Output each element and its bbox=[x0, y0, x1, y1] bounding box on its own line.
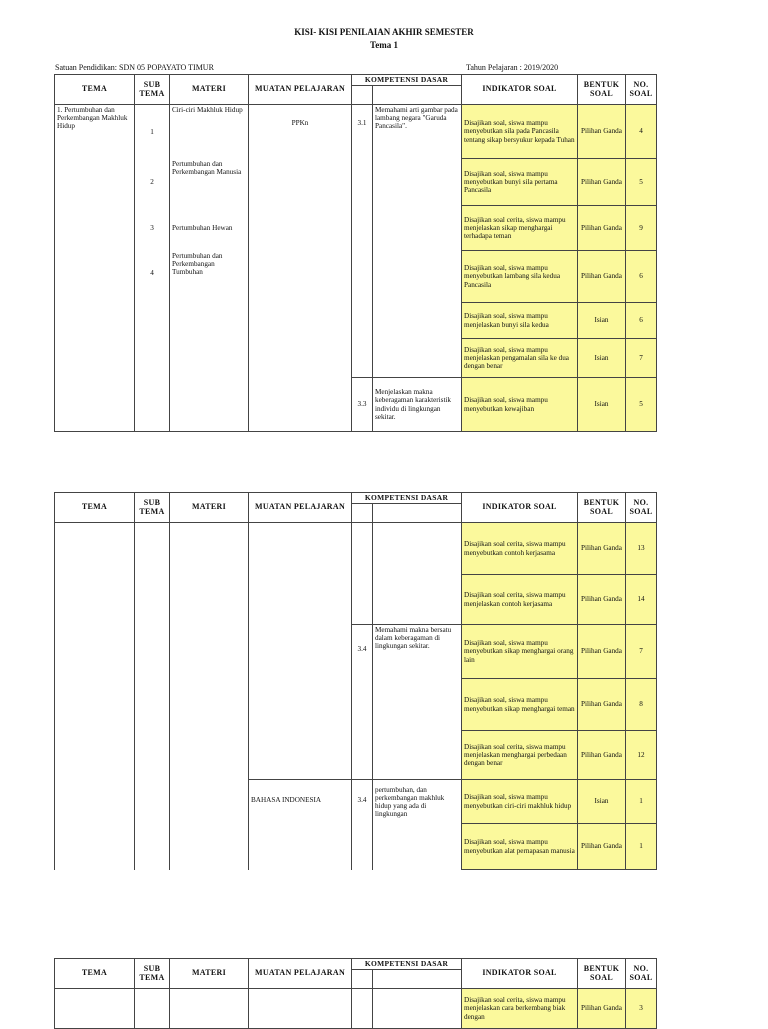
header-no-soal: NO. SOAL bbox=[626, 493, 657, 523]
indikator-cell: Disajikan soal cerita, siswa mampu menjelaskan sikap menghargai terhadapa teman bbox=[462, 206, 578, 251]
bentuk-cell: Pilihan Ganda bbox=[578, 159, 626, 206]
no-soal-cell: 7 bbox=[626, 339, 657, 378]
muatan-cell: BAHASA INDONESIA bbox=[249, 780, 352, 870]
indikator-cell: Disajikan soal, siswa mampu menyebutkan bunyi sila pertama Pancasila bbox=[462, 159, 578, 206]
bentuk-cell: Isian bbox=[578, 378, 626, 432]
bentuk-cell: Pilihan Ganda bbox=[578, 251, 626, 303]
header-muatan: MUATAN PELAJARAN bbox=[249, 493, 352, 523]
indikator-cell: Disajikan soal, siswa mampu menjelaskan bunyi sila kedua bbox=[462, 303, 578, 339]
kd-text: pertumbuhan, dan perkembangan makhluk hidup yang ada di lingkungan bbox=[373, 780, 462, 870]
header-materi: MATERI bbox=[170, 493, 249, 523]
kd-text: Menjelaskan makna keberagaman karakteristik individu di lingkungan sekitar. bbox=[373, 378, 462, 432]
header-indikator: INDIKATOR SOAL bbox=[462, 959, 578, 989]
header-muatan: MUATAN PELAJARAN bbox=[249, 75, 352, 105]
header-no-soal: NO. SOAL bbox=[626, 959, 657, 989]
bentuk-cell: Pilihan Ganda bbox=[578, 731, 626, 780]
bentuk-cell: Pilihan Ganda bbox=[578, 523, 626, 575]
bentuk-cell: Pilihan Ganda bbox=[578, 206, 626, 251]
school-year-label: Tahun Pelajaran : 2019/2020 bbox=[466, 63, 559, 72]
header-materi: MATERI bbox=[170, 959, 249, 989]
bentuk-cell: Isian bbox=[578, 339, 626, 378]
indikator-cell: Disajikan soal cerita, siswa mampu menjelaskan menghargai perbedaan dengan benar bbox=[462, 731, 578, 780]
bentuk-cell: Pilihan Ganda bbox=[578, 105, 626, 159]
kd-code: 3.1 bbox=[352, 105, 373, 378]
materi-cell: Pertumbuhan dan Perkembangan Manusia bbox=[170, 159, 249, 206]
header-muatan: MUATAN PELAJARAN bbox=[249, 959, 352, 989]
header-tema: TEMA bbox=[55, 493, 135, 523]
school-label: Satuan Pendidikan: SDN 05 POPAYATO TIMUR bbox=[55, 63, 214, 72]
indikator-cell: Disajikan soal cerita, siswa mampu menjelaskan contoh kerjasama bbox=[462, 575, 578, 625]
header-bentuk: BENTUK SOAL bbox=[578, 959, 626, 989]
header-bentuk: BENTUK SOAL bbox=[578, 75, 626, 105]
indikator-cell: Disajikan soal cerita, siswa mampu menjelaskan cara berkembang biak dengan bbox=[462, 989, 578, 1029]
no-soal-cell: 14 bbox=[626, 575, 657, 625]
indikator-cell: Disajikan soal, siswa mampu menyebutkan sila pada Pancasila tentang sikap bersyukur kepada Tuhan bbox=[462, 105, 578, 159]
bentuk-cell: Pilihan Ganda bbox=[578, 824, 626, 870]
materi-cell: Ciri-ciri Makhluk Hidup bbox=[170, 105, 249, 159]
bentuk-cell: Pilihan Ganda bbox=[578, 679, 626, 731]
header-sub-tema: SUB TEMA bbox=[135, 493, 170, 523]
no-soal-cell: 12 bbox=[626, 731, 657, 780]
header-kompetensi-dasar: KOMPETENSI DASAR bbox=[352, 493, 462, 504]
indikator-cell: Disajikan soal, siswa mampu menyebutkan sikap menghargai orang lain bbox=[462, 625, 578, 679]
sub-tema-number: 2 bbox=[135, 159, 170, 206]
no-soal-cell: 3 bbox=[626, 989, 657, 1029]
no-soal-cell: 5 bbox=[626, 159, 657, 206]
kd-text: Memahami arti gambar pada lambang negara "Garuda Pancasila". bbox=[373, 105, 462, 378]
indikator-cell: Disajikan soal, siswa mampu menyebutkan kewajiban bbox=[462, 378, 578, 432]
header-materi: MATERI bbox=[170, 75, 249, 105]
bentuk-cell: Pilihan Ganda bbox=[578, 989, 626, 1029]
bentuk-cell: Isian bbox=[578, 303, 626, 339]
materi-cell: Pertumbuhan Hewan bbox=[170, 206, 249, 251]
indikator-cell: Disajikan soal, siswa mampu menyebutkan alat pernapasan manusia bbox=[462, 824, 578, 870]
header-tema: TEMA bbox=[55, 959, 135, 989]
no-soal-cell: 8 bbox=[626, 679, 657, 731]
no-soal-cell: 4 bbox=[626, 105, 657, 159]
header-bentuk: BENTUK SOAL bbox=[578, 493, 626, 523]
kd-code: 3.4 bbox=[352, 780, 373, 870]
kd-text: Memahami makna bersatu dalam keberagaman di lingkungan sekitar. bbox=[373, 625, 462, 780]
indikator-cell: Disajikan soal, siswa mampu menyebutkan lambang sila kedua Pancasila bbox=[462, 251, 578, 303]
no-soal-cell: 5 bbox=[626, 378, 657, 432]
sub-tema-number: 3 bbox=[135, 206, 170, 251]
indikator-cell: Disajikan soal, siswa mampu menyebutkan ciri-ciri makhluk hidup bbox=[462, 780, 578, 824]
header-sub-tema: SUB TEMA bbox=[135, 75, 170, 105]
no-soal-cell: 1 bbox=[626, 780, 657, 824]
no-soal-cell: 9 bbox=[626, 206, 657, 251]
header-kompetensi-dasar: KOMPETENSI DASAR bbox=[352, 959, 462, 970]
sub-tema-number: 1 bbox=[135, 105, 170, 159]
header-tema: TEMA bbox=[55, 75, 135, 105]
no-soal-cell: 7 bbox=[626, 625, 657, 679]
indikator-cell: Disajikan soal, siswa mampu menyebutkan sikap menghargai teman bbox=[462, 679, 578, 731]
kisi-table-1 bbox=[54, 74, 657, 432]
kisi-table-2 bbox=[54, 492, 657, 870]
no-soal-cell: 1 bbox=[626, 824, 657, 870]
header-kompetensi-dasar: KOMPETENSI DASAR bbox=[352, 75, 462, 86]
indikator-cell: Disajikan soal cerita, siswa mampu menyebutkan contoh kerjasama bbox=[462, 523, 578, 575]
header-indikator: INDIKATOR SOAL bbox=[462, 75, 578, 105]
kisi-table-3 bbox=[54, 958, 657, 1029]
bentuk-cell: Pilihan Ganda bbox=[578, 625, 626, 679]
document-subtitle: Tema 1 bbox=[370, 40, 398, 50]
kd-code: 3.3 bbox=[352, 378, 373, 432]
header-no-soal: NO. SOAL bbox=[626, 75, 657, 105]
no-soal-cell: 13 bbox=[626, 523, 657, 575]
no-soal-cell: 6 bbox=[626, 303, 657, 339]
sub-tema-number: 4 bbox=[135, 251, 170, 303]
header-sub-tema: SUB TEMA bbox=[135, 959, 170, 989]
materi-cell: Pertumbuhan dan Perkembangan Tumbuhan bbox=[170, 251, 249, 303]
kd-code: 3.4 bbox=[352, 625, 373, 780]
indikator-cell: Disajikan soal, siswa mampu menjelaskan pengamalan sila ke dua dengan benar bbox=[462, 339, 578, 378]
document-title: KISI- KISI PENILAIAN AKHIR SEMESTER bbox=[294, 27, 474, 37]
no-soal-cell: 6 bbox=[626, 251, 657, 303]
bentuk-cell: Pilihan Ganda bbox=[578, 575, 626, 625]
muatan-cell: PPKn bbox=[249, 105, 352, 432]
tema-cell: 1. Pertumbuhan dan Perkembangan Makhluk Hidup bbox=[55, 105, 135, 432]
header-indikator: INDIKATOR SOAL bbox=[462, 493, 578, 523]
bentuk-cell: Isian bbox=[578, 780, 626, 824]
